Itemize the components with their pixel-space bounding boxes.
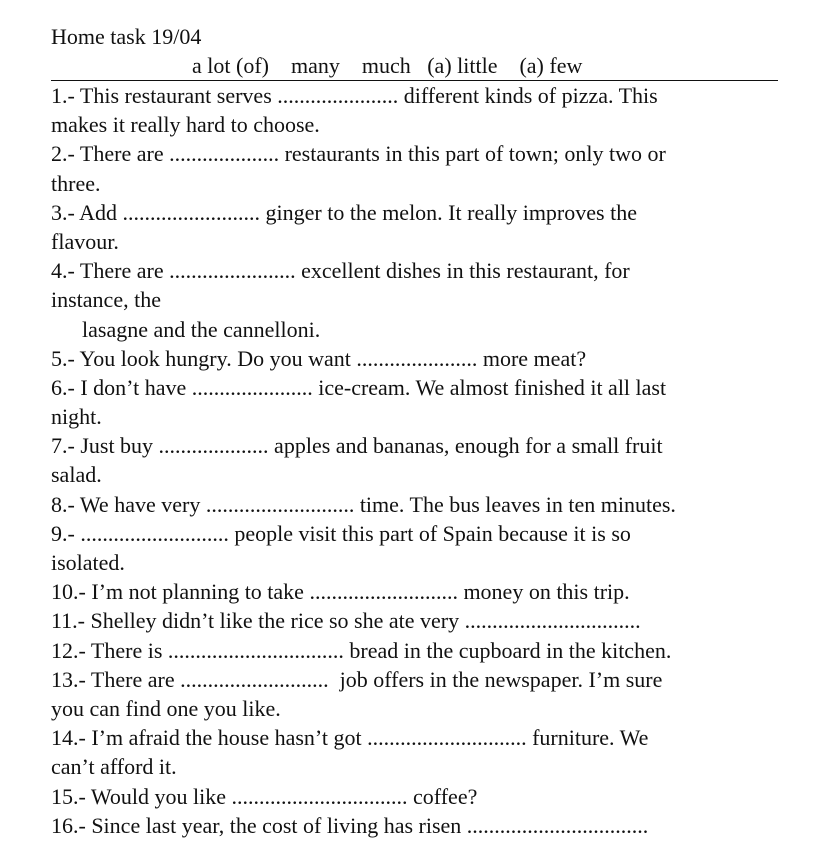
exercise-line: 8.- We have very ........................... time. The bus leaves in ten minutes. [51,491,676,517]
exercise-line: 1.- This restaurant serves ...................... different kinds of pizza. This [51,83,658,108]
exercise-line: can’t afford it. [51,754,177,780]
exercise-line: three. [51,170,101,196]
exercise-line: makes it really hard to choose. [51,112,320,138]
exercise-line: 6.- I don’t have ...................... ice-cream. We almost finished it all last [51,374,667,400]
exercise-line: flavour. [51,228,119,254]
exercise-line: 7.- Just buy .................... apples and bananas, enough for a small fruit [51,433,663,459]
exercise-line: 14.- I’m afraid the house hasn’t got ............................. furniture. We [51,725,649,751]
exercise-line: 12.- There is ................................ bread in the cupboard in the kitchen. [51,637,672,663]
exercise-line: lasagne and the cannelloni. [82,316,321,342]
exercise-list [51,81,781,840]
exercise-line: 10.- I’m not planning to take ........................... money on this trip. [51,579,630,605]
exercise-line: 11.- Shelley didn’t like the rice so she ate very ................................ [51,608,641,634]
exercise-line: salad. [51,462,102,488]
exercise-line: 13.- There are ........................... job offers in the newspaper. I’m sure [51,666,663,692]
exercise-line: isolated. [51,550,125,575]
exercise-line: 5.- You look hungry. Do you want ...................... more meat? [51,345,587,371]
exercise-line: 9.- ........................... people visit this part of Spain because it is so [51,520,631,546]
page-title: Home task 19/04 [51,24,202,49]
exercise-line: 3.- Add ......................... ginger to the melon. It really improves the [51,199,637,225]
exercise-line: 16.- Since last year, the cost of living has risen ................................. [51,812,649,838]
exercise-line: instance, the [51,287,161,313]
exercise-line: night. [51,404,102,430]
worksheet-page [51,22,781,840]
word-bank: a lot (of) many much (a) little (a) few [51,51,778,81]
exercise-line: 2.- There are .................... restaurants in this part of town; only two or [51,141,666,167]
exercise-line: 15.- Would you like ................................ coffee? [51,783,478,809]
exercise-line: you can find one you like. [51,695,281,721]
exercise-line: 4.- There are ....................... excellent dishes in this restaurant, for [51,258,630,284]
